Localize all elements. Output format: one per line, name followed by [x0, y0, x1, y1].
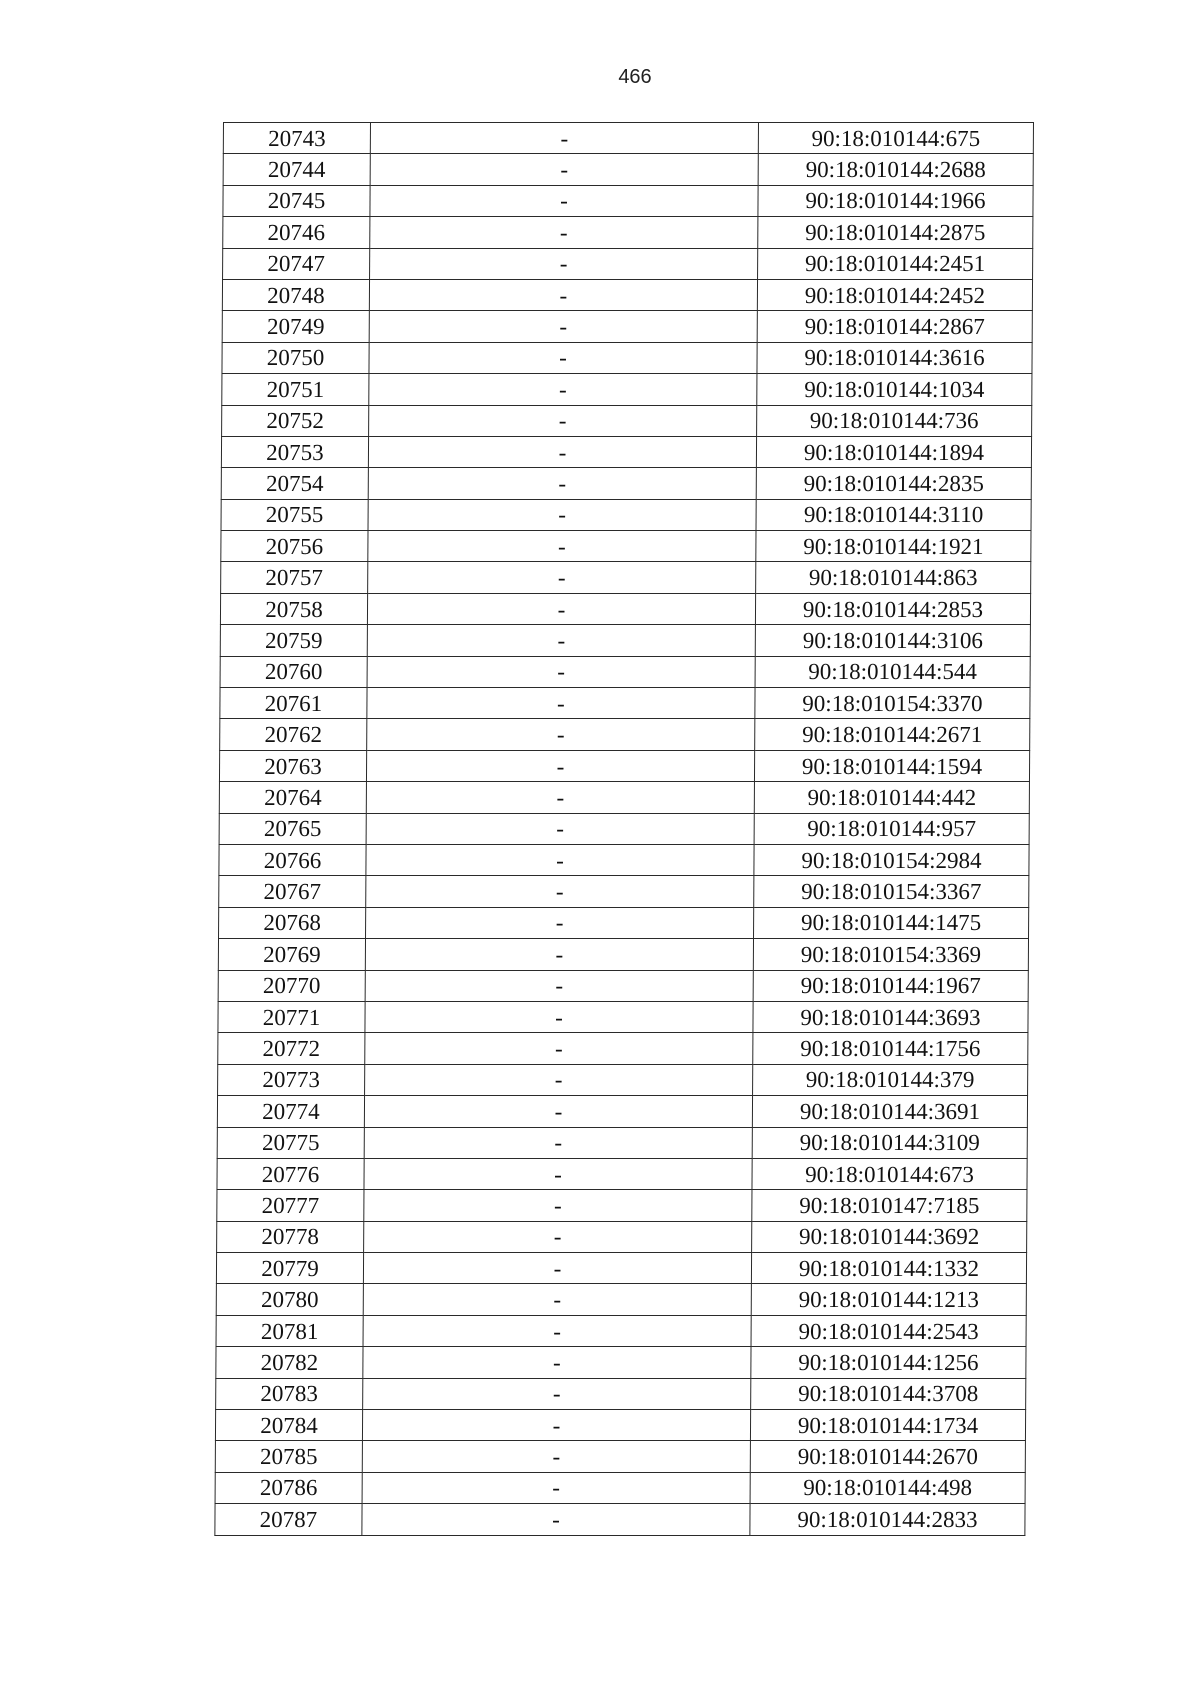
table-row	[219, 844, 1029, 875]
cadastral-number-cell: 90:18:010147:7185	[752, 1190, 1027, 1221]
table-row	[221, 531, 1031, 562]
cadastral-number-cell: 90:18:010144:1894	[756, 436, 1031, 467]
row-number-cell: 20752	[222, 405, 369, 436]
dash-cell: -	[368, 436, 756, 467]
dash-cell: -	[365, 1064, 753, 1095]
page-number: 466	[618, 66, 652, 88]
table-row	[220, 688, 1030, 719]
row-number-cell: 20754	[221, 468, 368, 499]
table-row	[219, 782, 1029, 813]
row-number-cell: 20770	[218, 970, 365, 1001]
table-row	[222, 342, 1032, 373]
table-row	[215, 1504, 1025, 1535]
dash-cell: -	[369, 374, 757, 405]
row-number-cell: 20767	[219, 876, 366, 907]
row-number-cell: 20779	[216, 1253, 363, 1284]
dash-cell: -	[370, 248, 758, 279]
row-number-cell: 20757	[221, 562, 368, 593]
row-number-cell: 20763	[219, 750, 366, 781]
dash-cell: -	[363, 1378, 751, 1409]
cadastral-number-cell: 90:18:010144:2835	[756, 468, 1031, 499]
table-row	[220, 625, 1030, 656]
dash-cell: -	[366, 750, 754, 781]
dash-cell: -	[370, 217, 758, 248]
dash-cell: -	[363, 1315, 751, 1346]
table-row	[217, 1096, 1027, 1127]
row-number-cell: 20755	[221, 499, 368, 530]
dash-cell: -	[367, 656, 755, 687]
cadastral-number-cell: 90:18:010144:3692	[752, 1221, 1027, 1252]
table-row	[219, 750, 1029, 781]
cadastral-number-cell: 90:18:010144:2688	[758, 154, 1033, 185]
row-number-cell: 20746	[223, 217, 370, 248]
row-number-cell: 20749	[222, 311, 369, 342]
table-row	[220, 593, 1030, 624]
table-row	[220, 656, 1030, 687]
table-row	[222, 279, 1032, 310]
dash-cell: -	[369, 311, 757, 342]
dash-cell: -	[363, 1253, 751, 1284]
row-number-cell: 20775	[217, 1127, 364, 1158]
registry-table	[214, 122, 1034, 1536]
row-number-cell: 20785	[215, 1441, 362, 1472]
dash-cell: -	[370, 154, 758, 185]
table-row	[217, 1221, 1027, 1252]
row-number-cell: 20769	[218, 939, 365, 970]
table-row	[216, 1284, 1026, 1315]
cadastral-number-cell: 90:18:010154:3370	[755, 688, 1030, 719]
row-number-cell: 20760	[220, 656, 367, 687]
table-row	[218, 1033, 1028, 1064]
table-row	[221, 468, 1031, 499]
cadastral-number-cell: 90:18:010144:1332	[751, 1253, 1026, 1284]
cadastral-number-cell: 90:18:010144:957	[754, 813, 1029, 844]
cadastral-number-cell: 90:18:010144:544	[755, 656, 1030, 687]
cadastral-number-cell: 90:18:010144:3693	[753, 1001, 1028, 1032]
row-number-cell: 20768	[219, 907, 366, 938]
table-row	[215, 1472, 1025, 1503]
cadastral-number-cell: 90:18:010144:1034	[757, 374, 1032, 405]
table-row	[217, 1158, 1027, 1189]
row-number-cell: 20772	[218, 1033, 365, 1064]
cadastral-number-cell: 90:18:010144:3616	[757, 342, 1032, 373]
row-number-cell: 20784	[215, 1410, 362, 1441]
dash-cell: -	[368, 499, 756, 530]
cadastral-number-cell: 90:18:010144:3110	[756, 499, 1031, 530]
cadastral-number-cell: 90:18:010144:1921	[756, 531, 1031, 562]
table-row	[220, 719, 1030, 750]
table-row	[216, 1347, 1026, 1378]
dash-cell: -	[364, 1096, 752, 1127]
table-row	[219, 907, 1029, 938]
dash-cell: -	[362, 1472, 750, 1503]
row-number-cell: 20780	[216, 1284, 363, 1315]
dash-cell: -	[363, 1284, 751, 1315]
cadastral-number-cell: 90:18:010144:2671	[755, 719, 1030, 750]
cadastral-number-cell: 90:18:010144:863	[756, 562, 1031, 593]
cadastral-number-cell: 90:18:010144:2875	[758, 217, 1033, 248]
dash-cell: -	[368, 468, 756, 499]
dash-cell: -	[369, 342, 757, 373]
dash-cell: -	[366, 813, 754, 844]
cadastral-number-cell: 90:18:010154:3369	[753, 939, 1028, 970]
row-number-cell: 20786	[215, 1472, 362, 1503]
table-row	[216, 1315, 1026, 1346]
table-row	[221, 436, 1031, 467]
row-number-cell: 20764	[219, 782, 366, 813]
row-number-cell: 20776	[217, 1158, 364, 1189]
table-body	[215, 123, 1034, 1536]
row-number-cell: 20750	[222, 342, 369, 373]
dash-cell: -	[365, 970, 753, 1001]
dash-cell: -	[365, 1001, 753, 1032]
cadastral-number-cell: 90:18:010144:379	[753, 1064, 1028, 1095]
dash-cell: -	[366, 907, 754, 938]
cadastral-number-cell: 90:18:010144:675	[758, 123, 1033, 154]
cadastral-number-cell: 90:18:010144:2452	[757, 279, 1032, 310]
row-number-cell: 20756	[221, 531, 368, 562]
cadastral-number-cell: 90:18:010144:1213	[751, 1284, 1026, 1315]
row-number-cell: 20753	[221, 436, 368, 467]
table-row	[216, 1378, 1026, 1409]
dash-cell: -	[369, 279, 757, 310]
table-row	[218, 1064, 1028, 1095]
cadastral-number-cell: 90:18:010144:3106	[755, 625, 1030, 656]
dash-cell: -	[363, 1347, 751, 1378]
cadastral-number-cell: 90:18:010144:2867	[757, 311, 1032, 342]
table-row	[216, 1253, 1026, 1284]
cadastral-number-cell: 90:18:010144:3708	[751, 1378, 1026, 1409]
row-number-cell: 20747	[223, 248, 370, 279]
cadastral-number-cell: 90:18:010154:3367	[754, 876, 1029, 907]
row-number-cell: 20771	[218, 1001, 365, 1032]
row-number-cell: 20762	[220, 719, 367, 750]
table-row	[221, 562, 1031, 593]
dash-cell: -	[367, 719, 755, 750]
row-number-cell: 20783	[216, 1378, 363, 1409]
cadastral-number-cell: 90:18:010144:673	[752, 1158, 1027, 1189]
cadastral-number-cell: 90:18:010144:1594	[754, 750, 1029, 781]
dash-cell: -	[362, 1441, 750, 1472]
row-number-cell: 20778	[217, 1221, 364, 1252]
cadastral-number-cell: 90:18:010144:1475	[754, 907, 1029, 938]
cadastral-number-cell: 90:18:010144:2543	[751, 1315, 1026, 1346]
table-row	[219, 813, 1029, 844]
table-row	[215, 1441, 1025, 1472]
table-row	[223, 185, 1033, 216]
table-row	[222, 405, 1032, 436]
cadastral-number-cell: 90:18:010144:442	[754, 782, 1029, 813]
table-row	[215, 1410, 1025, 1441]
table-row	[218, 970, 1028, 1001]
cadastral-number-cell: 90:18:010144:1256	[751, 1347, 1026, 1378]
dash-cell: -	[364, 1190, 752, 1221]
dash-cell: -	[366, 844, 754, 875]
row-number-cell: 20774	[217, 1096, 364, 1127]
row-number-cell: 20765	[219, 813, 366, 844]
dash-cell: -	[369, 405, 757, 436]
row-number-cell: 20766	[219, 844, 366, 875]
dash-cell: -	[364, 1158, 752, 1189]
cadastral-number-cell: 90:18:010144:1967	[753, 970, 1028, 1001]
row-number-cell: 20748	[222, 279, 369, 310]
row-number-cell: 20744	[223, 154, 370, 185]
cadastral-number-cell: 90:18:010144:498	[750, 1472, 1025, 1503]
dash-cell: -	[366, 782, 754, 813]
row-number-cell: 20773	[218, 1064, 365, 1095]
table-row	[222, 311, 1032, 342]
dash-cell: -	[362, 1504, 750, 1535]
table-row	[223, 248, 1033, 279]
cadastral-number-cell: 90:18:010144:3109	[752, 1127, 1027, 1158]
table-row	[222, 374, 1032, 405]
row-number-cell: 20758	[220, 593, 367, 624]
row-number-cell: 20743	[223, 123, 370, 154]
dash-cell: -	[366, 876, 754, 907]
cadastral-number-cell: 90:18:010144:1734	[750, 1410, 1025, 1441]
dash-cell: -	[367, 688, 755, 719]
dash-cell: -	[367, 593, 755, 624]
table-row	[218, 939, 1028, 970]
cadastral-number-cell: 90:18:010154:2984	[754, 844, 1029, 875]
table-row	[217, 1190, 1027, 1221]
cadastral-number-cell: 90:18:010144:736	[757, 405, 1032, 436]
row-number-cell: 20781	[216, 1315, 363, 1346]
dash-cell: -	[368, 562, 756, 593]
cadastral-number-cell: 90:18:010144:1966	[758, 185, 1033, 216]
table-row	[217, 1127, 1027, 1158]
cadastral-number-cell: 90:18:010144:3691	[752, 1096, 1027, 1127]
cadastral-number-cell: 90:18:010144:2670	[750, 1441, 1025, 1472]
dash-cell: -	[362, 1410, 750, 1441]
dash-cell: -	[370, 123, 758, 154]
dash-cell: -	[370, 185, 758, 216]
row-number-cell: 20745	[223, 185, 370, 216]
table-row	[223, 217, 1033, 248]
dash-cell: -	[367, 625, 755, 656]
row-number-cell: 20777	[217, 1190, 364, 1221]
cadastral-number-cell: 90:18:010144:2451	[758, 248, 1033, 279]
row-number-cell: 20761	[220, 688, 367, 719]
cadastral-number-cell: 90:18:010144:2833	[750, 1504, 1025, 1535]
table-row	[219, 876, 1029, 907]
table-row	[218, 1001, 1028, 1032]
row-number-cell: 20782	[216, 1347, 363, 1378]
dash-cell: -	[368, 531, 756, 562]
cadastral-number-cell: 90:18:010144:2853	[755, 593, 1030, 624]
table-row	[221, 499, 1031, 530]
dash-cell: -	[364, 1127, 752, 1158]
dash-cell: -	[365, 1033, 753, 1064]
row-number-cell: 20751	[222, 374, 369, 405]
cadastral-number-cell: 90:18:010144:1756	[753, 1033, 1028, 1064]
table-row	[223, 154, 1033, 185]
dash-cell: -	[364, 1221, 752, 1252]
row-number-cell: 20759	[220, 625, 367, 656]
row-number-cell: 20787	[215, 1504, 362, 1535]
table-row	[223, 123, 1033, 154]
dash-cell: -	[365, 939, 753, 970]
